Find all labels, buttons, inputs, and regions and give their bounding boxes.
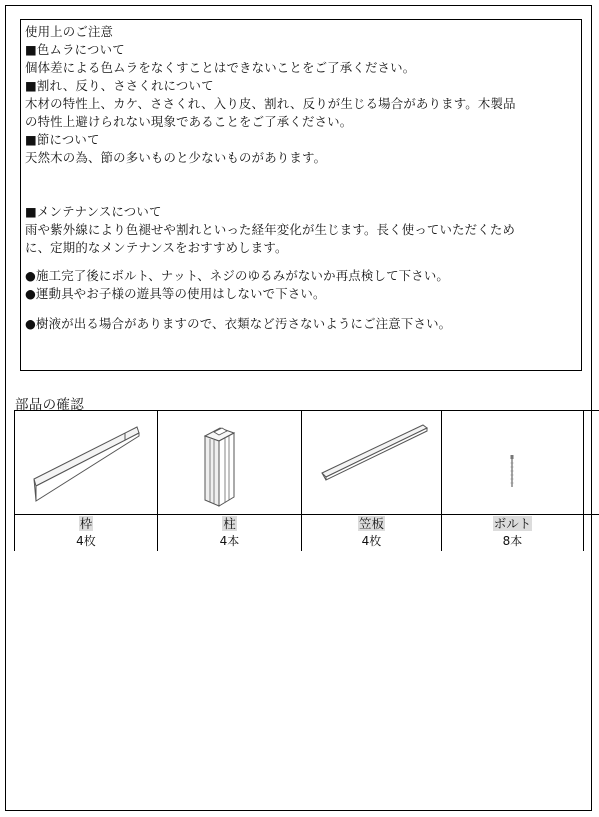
part-quantity: 4本 bbox=[219, 534, 240, 548]
part-cell-partial bbox=[584, 411, 599, 551]
notice-knot-text: 天然木の為、節の多いものと少ないものがあります。 bbox=[25, 150, 327, 165]
notice-knot-heading: ■節について bbox=[25, 132, 100, 147]
notice-bolt-check: ●施工完了後にボルト、ナット、ネジのゆるみがないか再点検して下さい。 bbox=[25, 268, 450, 283]
cap-rail-icon bbox=[302, 411, 442, 514]
part-name: 柱 bbox=[223, 516, 236, 531]
notice-maintenance-heading: ■メンテナンスについて bbox=[25, 204, 162, 219]
notice-crack-heading: ■割れ、反り、ささくれについて bbox=[25, 78, 214, 93]
board-panel-icon bbox=[15, 411, 158, 514]
part-image-area bbox=[302, 411, 441, 515]
part-quantity: 4枚 bbox=[361, 534, 382, 548]
part-cell-bolt bbox=[442, 411, 584, 551]
part-image-area bbox=[584, 411, 599, 515]
part-cell-post bbox=[158, 411, 302, 551]
bolt-icon bbox=[442, 411, 584, 514]
parts-table bbox=[14, 410, 599, 551]
part-name: 笠板 bbox=[358, 516, 384, 531]
notice-sap-warning: ●樹液が出る場合がありますので、衣類など汚さないようにご注意下さい。 bbox=[25, 316, 452, 331]
notice-color-heading: ■色ムラについて bbox=[25, 42, 125, 57]
part-quantity: 8本 bbox=[502, 534, 523, 548]
notice-crack-text-2: の特性上避けられない現象であることをご了承ください。 bbox=[25, 114, 353, 129]
part-image-area bbox=[15, 411, 157, 515]
notice-maintenance-text-2: に、定期的なメンテナンスをおすすめします。 bbox=[25, 240, 288, 255]
part-quantity: 4枚 bbox=[76, 534, 96, 548]
notice-crack-text-1: 木材の特性上、カケ、ささくれ、入り皮、割れ、反りが生じる場合があります。木製品 bbox=[25, 96, 516, 111]
part-image-area bbox=[442, 411, 583, 515]
notice-color-text: 個体差による色ムラをなくすことはできないことをご了承ください。 bbox=[25, 60, 416, 75]
part-name: 枠 bbox=[79, 516, 93, 531]
part-cell-frame-board bbox=[15, 411, 158, 551]
usage-notice-box bbox=[20, 19, 582, 371]
post-pillar-icon bbox=[158, 411, 302, 514]
notice-maintenance-text-1: 雨や紫外線により色褪せや割れといった経年変化が生じます。長く使っていただくため bbox=[25, 222, 516, 237]
parts-check-title: 部品の確認 bbox=[15, 397, 84, 413]
notice-heading: 使用上のご注意 bbox=[25, 24, 114, 39]
part-name: ボルト bbox=[493, 516, 532, 531]
part-cell-cap-rail bbox=[302, 411, 442, 551]
part-image-area bbox=[158, 411, 301, 515]
notice-no-play-use: ●運動具やお子様の遊具等の使用はしないで下さい。 bbox=[25, 286, 326, 301]
